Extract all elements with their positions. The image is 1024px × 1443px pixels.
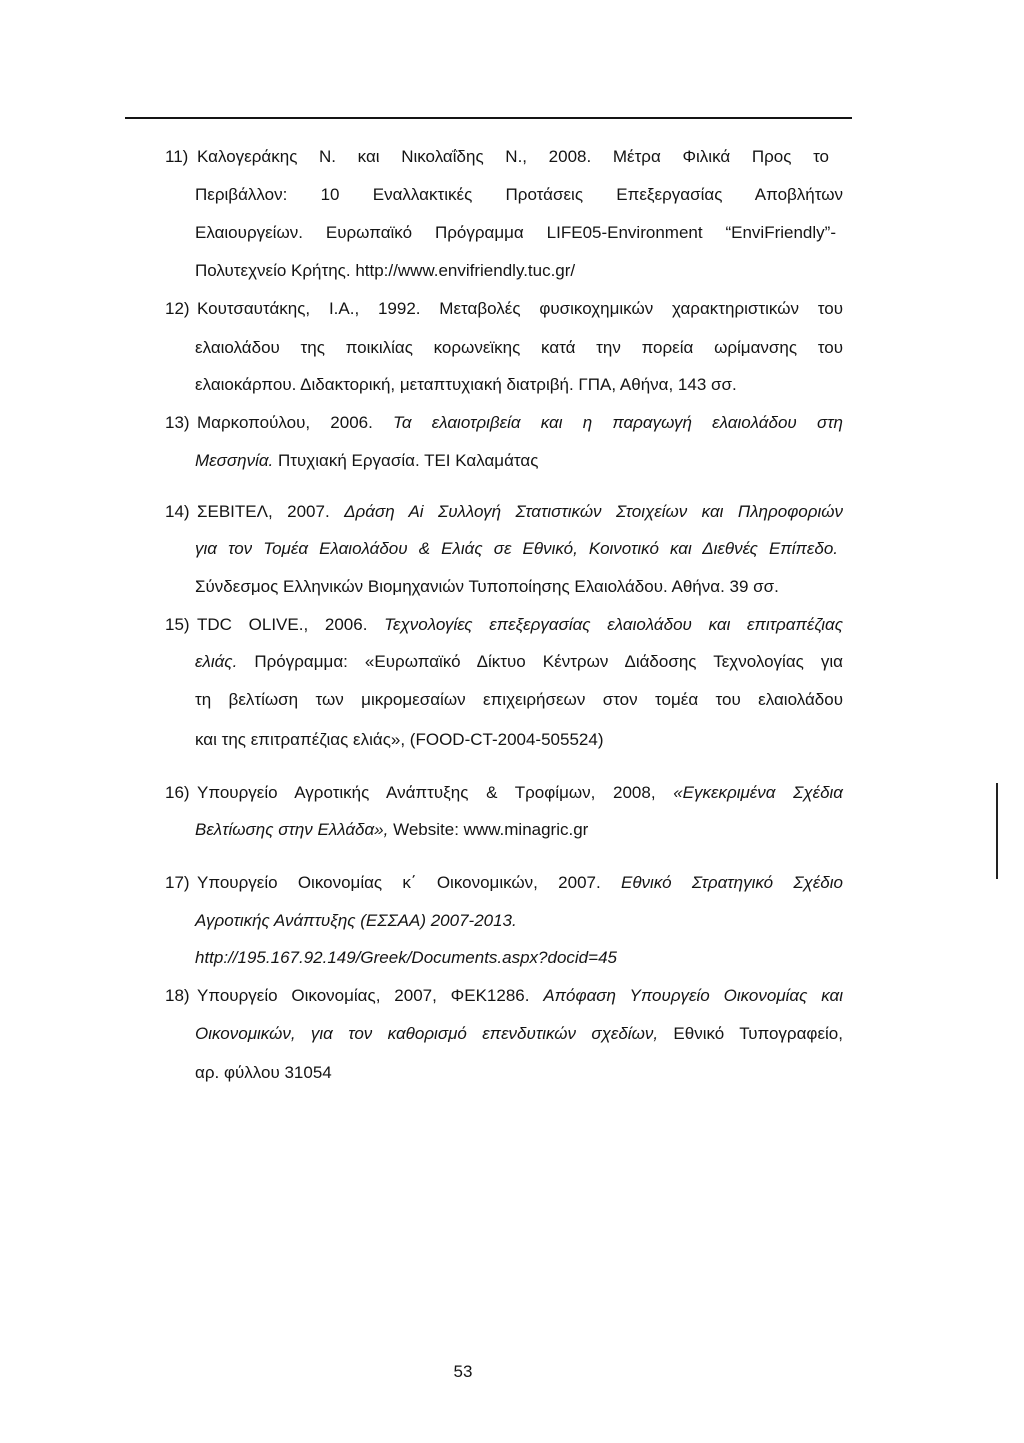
reference-number: 11) — [165, 147, 189, 166]
scan-edge-line — [996, 783, 998, 879]
reference-line — [195, 818, 843, 842]
reference-text: Υπουργείο Οικονομίας κ΄ Οικονομικών, 2007. — [197, 873, 601, 892]
reference-line — [195, 575, 843, 599]
reference-title: Απόφαση Υπουργείο Οικονομίας και — [543, 986, 843, 1005]
reference-title: «Εγκεκριμένα Σχέδια — [673, 783, 843, 802]
reference-text: Υπουργείο Οικονομίας, 2007, ΦΕΚ1286. — [197, 986, 530, 1005]
reference-line — [195, 946, 843, 970]
reference-line — [195, 909, 843, 933]
reference-text: Εθνικό Τυπογραφείο, — [673, 1024, 843, 1043]
reference-text: ελαιολάδου της ποικιλίας κορωνεϊκης κατά την πορεία ωρίμανσης του — [195, 338, 843, 357]
reference-text: Πολυτεχνείο Κρήτης. http://www.envifriendly.tuc.gr/ — [195, 261, 576, 280]
reference-line — [165, 297, 843, 321]
reference-title: Εθνικό Στρατηγικό Σχέδιο — [620, 873, 843, 892]
reference-number: 18) — [165, 986, 190, 1005]
reference-line — [165, 145, 829, 169]
reference-text: TDC OLIVE., 2006. — [197, 615, 368, 634]
reference-number: 16) — [165, 783, 190, 802]
reference-number: 13) — [165, 413, 190, 432]
reference-text: Καλογεράκης Ν. και Νικολαΐδης Ν., 2008. Μέτρα Φιλικά Προς το — [197, 147, 829, 166]
reference-url: http://195.167.92.149/Greek/Documents.aspx?docid=45 — [195, 948, 617, 967]
reference-text: τη βελτίωση των μικρομεσαίων επιχειρήσεων στον τομέα του ελαιολάδου — [195, 690, 843, 709]
reference-line — [165, 500, 843, 524]
reference-line — [165, 984, 843, 1008]
reference-text: ΣΕΒΙΤΕΛ, 2007. — [197, 502, 330, 521]
reference-line — [195, 650, 843, 674]
reference-text: Πρόγραμμα: «Ευρωπαϊκό Δίκτυο Κέντρων Διάδοσης Τεχνολογίας για — [254, 652, 843, 671]
reference-text: Website: www.minagric.gr — [393, 820, 589, 839]
reference-line — [195, 449, 843, 473]
reference-line — [195, 537, 838, 561]
reference-text: Σύνδεσμος Ελληνικών Βιομηχανιών Τυποποίησης Ελαιολάδου. Αθήνα. 39 σσ. — [195, 577, 779, 596]
reference-line — [195, 183, 843, 207]
reference-title: ελιάς. — [195, 652, 238, 671]
reference-line — [165, 613, 843, 637]
reference-line — [165, 781, 843, 805]
reference-title: Μεσσηνία. — [195, 451, 274, 470]
reference-title: Βελτίωσης στην Ελλάδα», — [195, 820, 389, 839]
reference-line — [165, 871, 843, 895]
reference-text: Περιβάλλον: 10 Εναλλακτικές Προτάσεις Επεξεργασίας Αποβλήτων — [195, 185, 843, 204]
reference-line — [195, 1022, 843, 1046]
reference-line — [195, 336, 843, 360]
reference-number: 15) — [165, 615, 190, 634]
reference-number: 12) — [165, 299, 190, 318]
reference-text: και της επιτραπέζιας ελιάς», (FOOD-CT-2004-505524) — [195, 730, 604, 749]
reference-line — [195, 688, 843, 712]
reference-line — [195, 373, 843, 397]
reference-text: Υπουργείο Αγροτικής Ανάπτυξης & Τροφίμων, 2008, — [197, 783, 656, 802]
reference-title: Αγροτικής Ανάπτυξης (ΕΣΣΑΑ) 2007-2013. — [195, 911, 517, 930]
page-number: 53 — [453, 1362, 473, 1381]
reference-line — [195, 728, 843, 752]
reference-line — [195, 221, 836, 245]
reference-title: για τον Τομέα Ελαιολάδου & Ελιάς σε Εθνικό, Κοινοτικό και Διεθνές Επίπεδο. — [195, 539, 838, 558]
reference-text: Πτυχιακή Εργασία. ΤΕΙ Καλαμάτας — [278, 451, 539, 470]
reference-title: Οικονομικών, για τον καθορισμό επενδυτικών σχεδίων, — [195, 1024, 659, 1043]
header-rule — [125, 117, 852, 119]
reference-line — [195, 259, 843, 283]
reference-number: 17) — [165, 873, 190, 892]
reference-line — [195, 1061, 843, 1085]
reference-text: ελαιοκάρπου. Διδακτορική, μεταπτυχιακή διατριβή. ΓΠΑ, Αθήνα, 143 σσ. — [195, 375, 737, 394]
reference-text: Ελαιουργείων. Ευρωπαϊκό Πρόγραμμα LIFE05-Environment “EnviFriendly”- — [195, 223, 836, 242]
reference-title: Τεχνολογίες επεξεργασίας ελαιολάδου και επιτραπέζιας — [384, 615, 843, 634]
reference-title: Τα ελαιοτριβεία και η παραγωγή ελαιολάδου στη — [393, 413, 843, 432]
reference-title: Δράση Αi Συλλογή Στατιστικών Στοιχείων και Πληροφοριών — [344, 502, 843, 521]
reference-line — [165, 411, 843, 435]
reference-number: 14) — [165, 502, 190, 521]
reference-text: αρ. φύλλου 31054 — [195, 1063, 332, 1082]
reference-text: Κουτσαυτάκης, Ι.Α., 1992. Μεταβολές φυσικοχημικών χαρακτηριστικών του — [197, 299, 843, 318]
reference-text: Μαρκοπούλου, 2006. — [197, 413, 373, 432]
